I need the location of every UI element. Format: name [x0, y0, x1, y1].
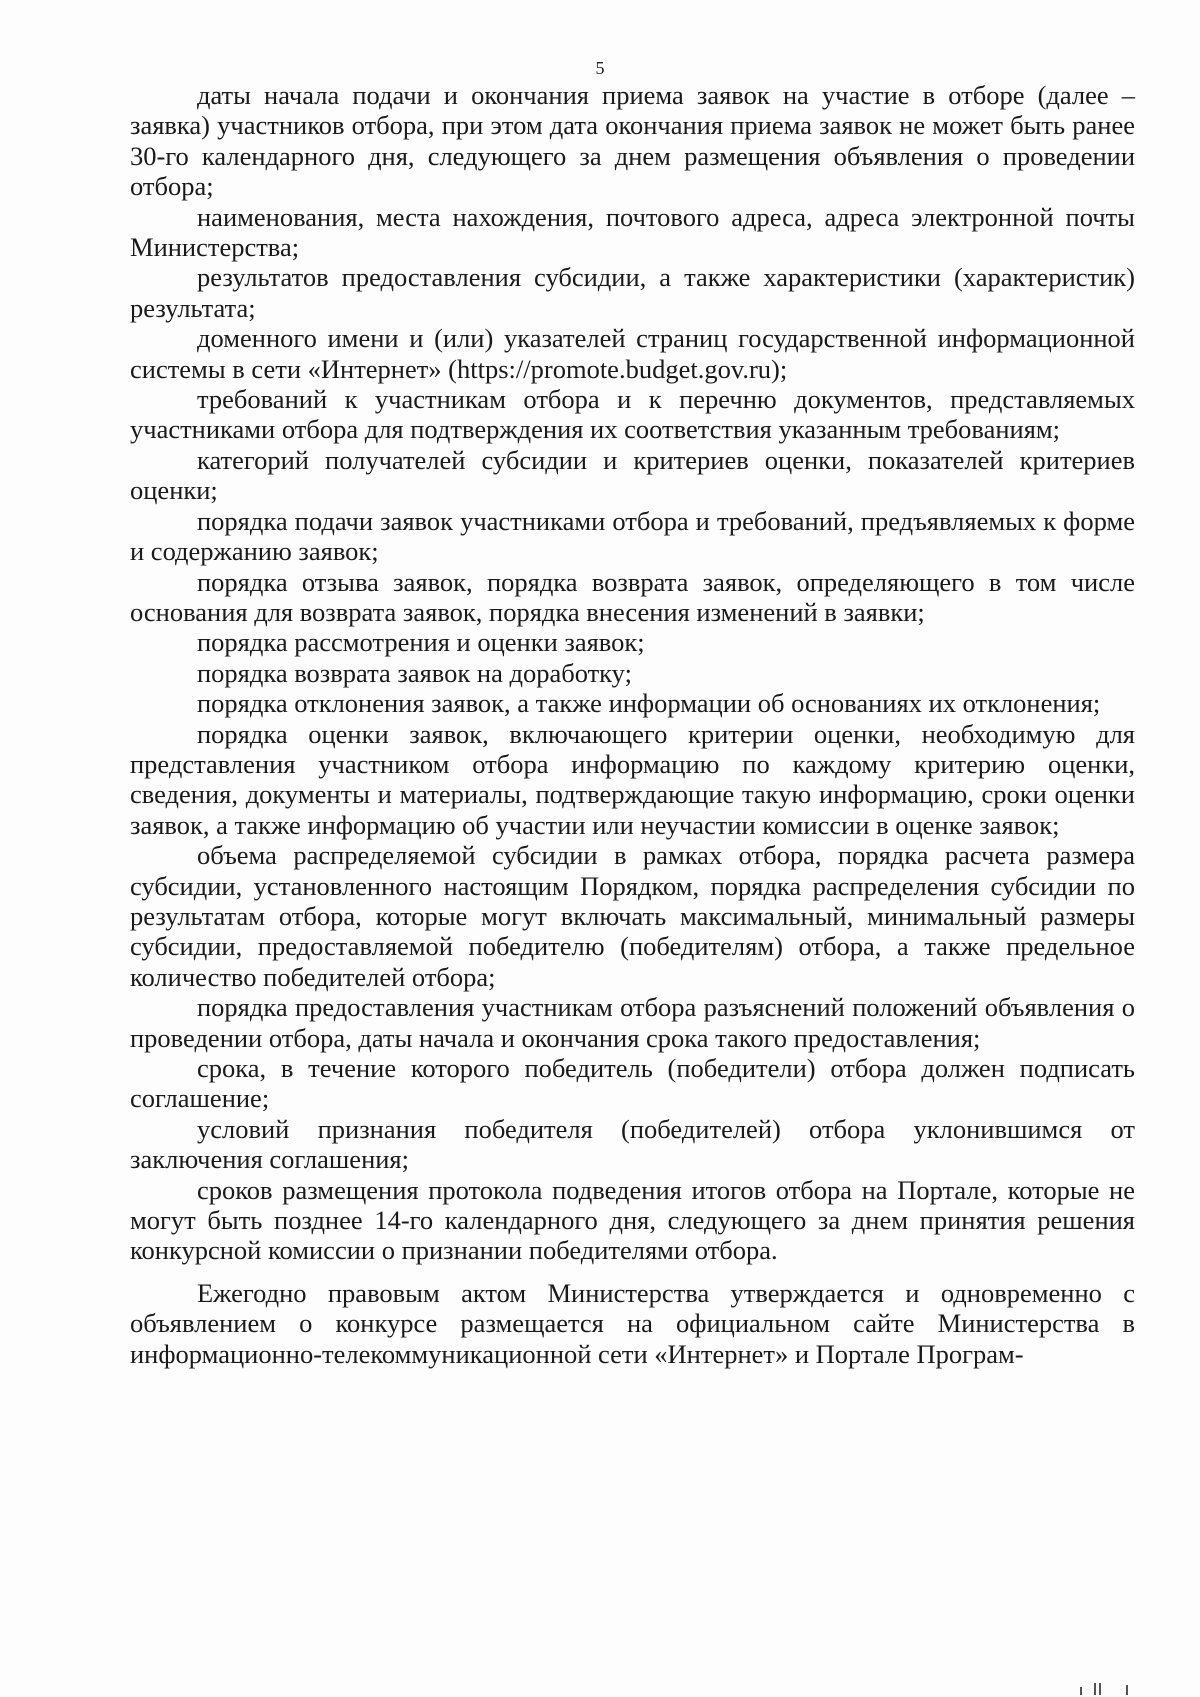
paragraph: порядка возврата заявок на доработку; — [197, 657, 632, 688]
paragraph: категорий получателей субсидии и критериев оценки, показателей критериев оценки; — [130, 444, 1135, 506]
paragraph: порядка подачи заявок участниками отбора и требований, предъявляемых к форме и содержанию заявок; — [130, 505, 1135, 567]
paragraph: порядка отклонения заявок, а также информации об основаниях их отклонения; — [197, 688, 1101, 719]
paragraph: условий признания победителя (победителей) отбора уклонившимся от заключения соглашения; — [130, 1113, 1135, 1175]
document-body — [130, 80, 1135, 1369]
paragraph: порядка предоставления участникам отбора разъяснений положений объявления о проведении отбора, даты начала и окончания срока такого предоставления; — [130, 992, 1135, 1053]
paragraph: наименования, места нахождения, почтового адреса, адреса электронной почты Министерства; — [130, 201, 1135, 263]
paragraph: результатов предоставления субсидии, а также характеристики (характеристик) результата; — [130, 262, 1135, 323]
paragraph: доменного имени и (или) указателей страниц государственной информационной системы в сети «Интернет» (https://promote.budget.gov.ru); — [130, 323, 1135, 384]
paragraph: срока, в течение которого победитель (победители) отбора должен подписать соглашение; — [130, 1053, 1135, 1114]
paragraph: порядка отзыва заявок, порядка возврата заявок, определяющего в том числе основания для возврата заявок, порядка внесения изменений в заявки; — [130, 566, 1135, 627]
paragraph: требований к участникам отбора и к перечню документов, представляемых участниками отбора для подтверждения их соответствия указанным требованиям; — [130, 384, 1135, 445]
page-number: 5 — [595, 58, 605, 78]
paragraph: порядка оценки заявок, включающего критерии оценки, необходимую для представления участником отбора информацию по каждому критерию оценки, сведения, документы и материалы, подтверждающие такую информацию, сроки оценки заявок, а также информацию об участии или неучастии комиссии в оценке заявок; — [130, 718, 1135, 840]
paragraph: сроков размещения протокола подведения итогов отбора на Портале, которые не могут быть позднее 14-го календарного дня, следующего за днем принятия решения конкурсной комиссии о признании победителями отбора. — [130, 1174, 1135, 1266]
paragraph: даты начала подачи и окончания приема заявок на участие в отборе (далее – заявка) участников отбора, при этом дата окончания приема заявок не может быть ранее 30-го календарного дня, следующего за днем размещения объявления о проведении отбора; — [130, 80, 1135, 202]
scan-edge-marks — [1080, 1681, 1140, 1695]
paragraph: порядка рассмотрения и оценки заявок; — [197, 627, 645, 658]
paragraph: объема распределяемой субсидии в рамках отбора, порядка расчета размера субсидии, установленного настоящим Порядком, порядка распределения субсидии по результатам отбора, которые могут включать максимальный, минимальный размеры субсидии, предоставляемой победителю (победителям) отбора, а также предельное количество победителей отбора; — [130, 840, 1135, 992]
paragraph: Ежегодно правовым актом Министерства утверждается и одновременно с объявлением о конкурсе размещается на официальном сайте Министерства в информационно-телекоммуникационной сети «Интернет» и Портале Програм- — [130, 1277, 1135, 1369]
